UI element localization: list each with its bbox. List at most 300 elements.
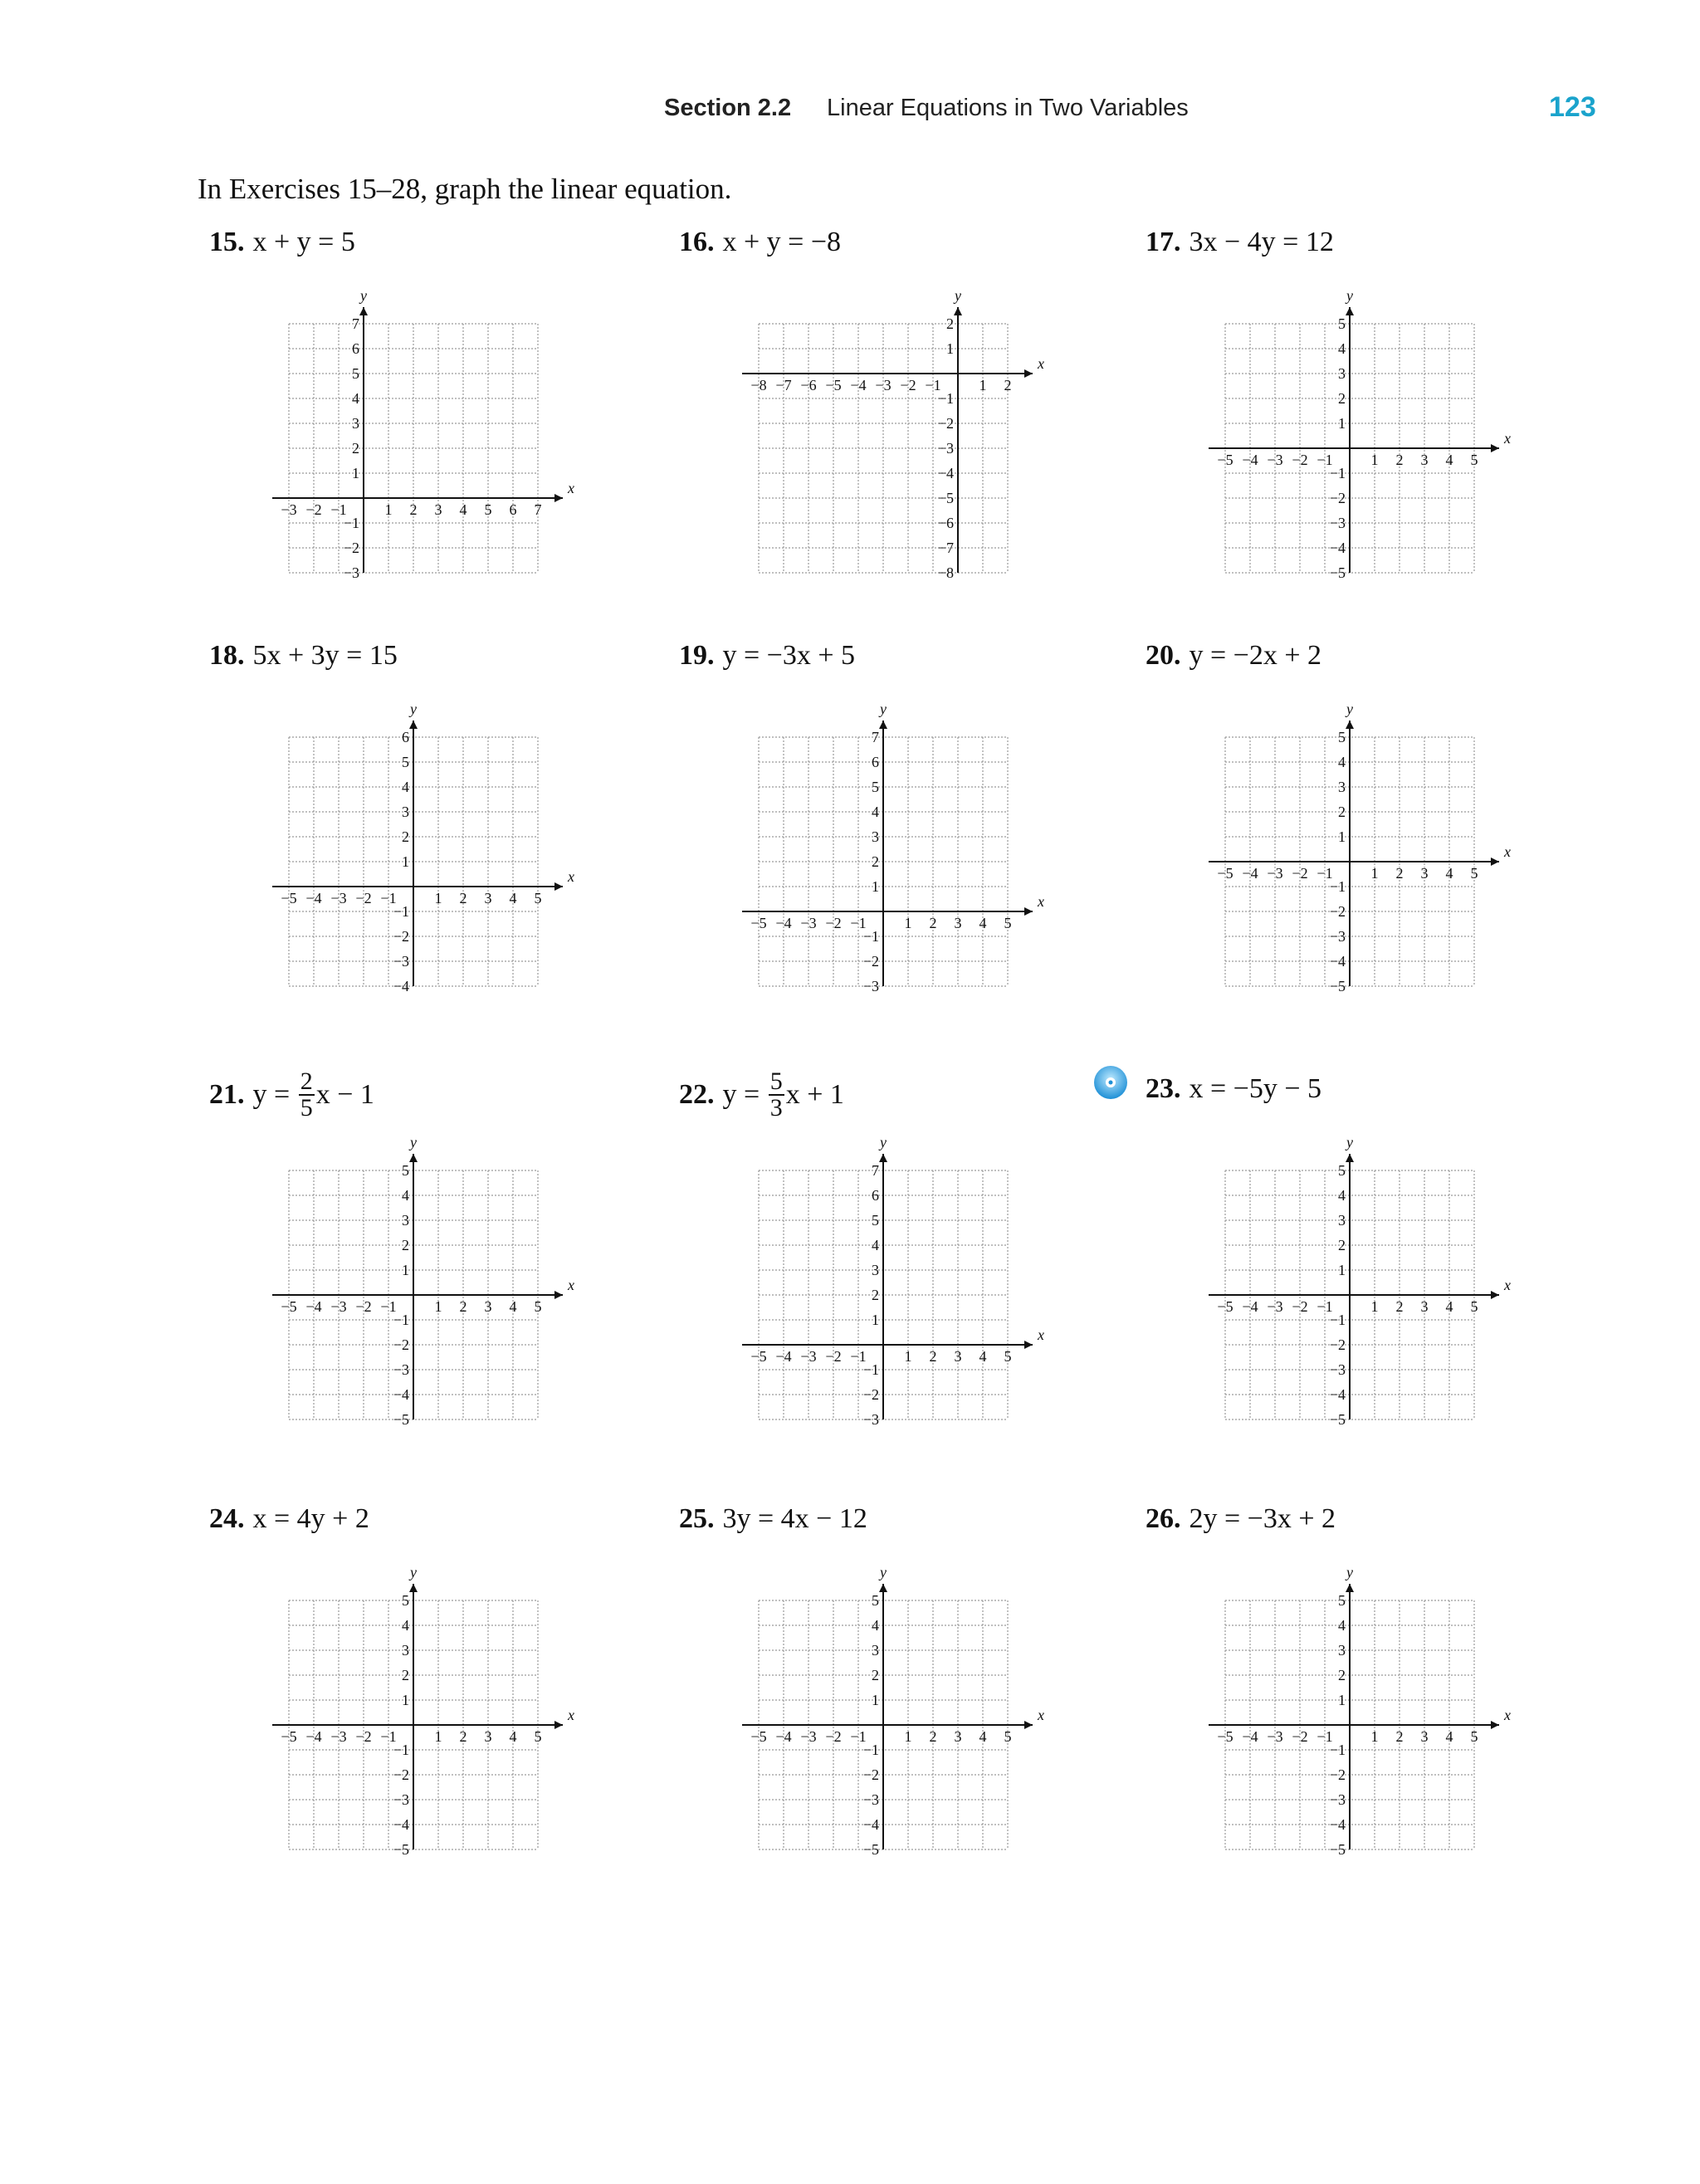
x-tick-label: 2 <box>1395 452 1404 468</box>
x-tick-label: −1 <box>380 1298 397 1315</box>
y-tick-label: −1 <box>1329 1312 1346 1328</box>
x-tick-label: −2 <box>305 501 322 518</box>
y-tick-label: 2 <box>1338 804 1346 820</box>
x-tick-label: −1 <box>1317 865 1333 882</box>
x-tick-label: −3 <box>1267 865 1283 882</box>
x-tick-label: 2 <box>1395 865 1404 882</box>
equation-suffix: x + 1 <box>785 1078 844 1110</box>
y-tick-label: −2 <box>937 415 954 432</box>
y-tick-label: 3 <box>402 1212 409 1229</box>
y-tick-label: 5 <box>1338 729 1346 745</box>
fraction <box>769 1069 784 1121</box>
y-tick-label: 4 <box>402 1187 409 1204</box>
x-tick-label: −3 <box>800 1348 817 1365</box>
exercise-number: 22. <box>679 1078 715 1110</box>
x-tick-label: 4 <box>459 501 467 518</box>
x-axis-arrow <box>1024 1721 1033 1729</box>
exercise-19 <box>667 638 1099 1036</box>
x-tick-label: 5 <box>1470 1298 1478 1315</box>
y-tick-label: 3 <box>1338 1642 1346 1659</box>
x-tick-label: −5 <box>825 377 842 393</box>
y-tick-label: 3 <box>872 1262 879 1278</box>
exercise-number: 25. <box>679 1503 715 1534</box>
y-axis-label: y <box>410 704 417 717</box>
x-tick-label: 7 <box>534 501 542 518</box>
y-tick-label: −3 <box>393 953 409 970</box>
exercise-label <box>209 224 355 261</box>
y-tick-label: −3 <box>393 1791 409 1808</box>
y-axis-arrow <box>359 307 368 315</box>
fraction-denominator: 5 <box>300 1094 313 1121</box>
x-tick-label: 1 <box>434 890 442 906</box>
y-tick-label: −5 <box>1329 564 1346 581</box>
y-tick-label: −4 <box>393 1816 409 1833</box>
x-axis-arrow <box>554 1721 563 1729</box>
y-tick-label: −3 <box>1329 1791 1346 1808</box>
x-tick-label: −5 <box>1217 1298 1233 1315</box>
x-tick-label: 4 <box>509 1728 517 1745</box>
exercise-number: 17. <box>1146 227 1181 257</box>
y-tick-label: −2 <box>343 540 359 556</box>
x-tick-label: −3 <box>1267 1298 1283 1315</box>
equation: x + y = −8 <box>722 227 842 257</box>
section-label: Section 2.2 <box>664 95 792 121</box>
y-tick-label: 4 <box>402 1617 409 1634</box>
equation-prefix: y = <box>252 1078 297 1110</box>
y-tick-label: 3 <box>352 415 359 432</box>
y-tick-label: 5 <box>872 1592 879 1609</box>
y-tick-label: −1 <box>393 1312 409 1328</box>
y-tick-label: 4 <box>1338 340 1346 357</box>
y-tick-label: −3 <box>393 1361 409 1378</box>
y-tick-label: 2 <box>402 1237 409 1253</box>
x-tick-label: −5 <box>750 1348 767 1365</box>
x-tick-label: −5 <box>281 1728 297 1745</box>
x-tick-label: −1 <box>1317 1298 1333 1315</box>
x-tick-label: 5 <box>1004 1728 1012 1745</box>
exercise-15 <box>198 224 629 623</box>
x-tick-label: 3 <box>954 1348 962 1365</box>
y-tick-label: 2 <box>1338 1237 1346 1253</box>
x-axis-arrow <box>1491 1291 1499 1299</box>
x-tick-label: 4 <box>979 1728 987 1745</box>
x-tick-label: 4 <box>979 1348 987 1365</box>
x-tick-label: −4 <box>775 915 792 931</box>
x-tick-label: 3 <box>1420 452 1429 468</box>
y-tick-label: −5 <box>393 1411 409 1428</box>
y-axis-arrow <box>1346 721 1354 729</box>
x-tick-label: −2 <box>355 890 372 906</box>
y-tick-label: 3 <box>872 1642 879 1659</box>
exercise-number: 19. <box>679 640 715 671</box>
x-tick-label: 2 <box>459 1728 467 1745</box>
x-tick-label: −6 <box>800 377 817 393</box>
y-tick-label: −3 <box>862 1411 879 1428</box>
y-tick-label: −2 <box>393 928 409 945</box>
y-tick-label: 6 <box>872 1187 879 1204</box>
y-tick-label: −2 <box>393 1336 409 1353</box>
y-tick-label: 5 <box>1338 1162 1346 1179</box>
y-tick-label: −3 <box>862 1791 879 1808</box>
x-axis-label: x <box>1504 843 1511 860</box>
y-tick-label: 7 <box>872 729 879 745</box>
exercise-17 <box>1134 224 1566 623</box>
y-tick-label: 5 <box>1338 1592 1346 1609</box>
y-axis-arrow <box>954 307 962 315</box>
exercise-number: 15. <box>209 227 245 257</box>
x-tick-label: −2 <box>1292 1298 1308 1315</box>
x-tick-label: 4 <box>979 915 987 931</box>
y-tick-label: −6 <box>937 515 954 531</box>
y-tick-label: 2 <box>872 1287 879 1303</box>
y-tick-label: −4 <box>393 1386 409 1403</box>
y-tick-label: −4 <box>1329 540 1346 556</box>
x-tick-label: −5 <box>281 1298 297 1315</box>
coordinate-grid <box>198 291 613 623</box>
y-tick-label: −1 <box>343 515 359 531</box>
equation-prefix: y = <box>722 1078 767 1110</box>
exercise-number: 20. <box>1146 640 1181 671</box>
x-tick-label: 2 <box>459 890 467 906</box>
y-tick-label: 4 <box>872 804 879 820</box>
equation: x + y = 5 <box>252 227 355 257</box>
x-tick-label: 1 <box>1370 452 1379 468</box>
equation: 3x − 4y = 12 <box>1189 227 1334 257</box>
exercise-label <box>209 638 398 674</box>
y-tick-label: 5 <box>1338 315 1346 332</box>
x-tick-label: −1 <box>380 1728 397 1745</box>
y-tick-label: −3 <box>937 440 954 457</box>
y-tick-label: −1 <box>1329 878 1346 895</box>
y-tick-label: 2 <box>352 440 359 457</box>
coordinate-grid <box>667 291 1082 623</box>
y-tick-label: −5 <box>1329 1841 1346 1858</box>
x-tick-label: −1 <box>380 890 397 906</box>
exercise-label <box>1146 1071 1321 1107</box>
equation: x = 4y + 2 <box>252 1503 369 1534</box>
x-axis-arrow <box>1024 907 1033 916</box>
exercise-label <box>209 1068 374 1122</box>
exercise-number: 26. <box>1146 1503 1181 1534</box>
y-axis-label: y <box>410 1567 417 1581</box>
x-tick-label: −1 <box>1317 1728 1333 1745</box>
exercise-number: 16. <box>679 227 715 257</box>
x-tick-label: −1 <box>330 501 347 518</box>
x-axis-arrow <box>1024 1341 1033 1349</box>
y-tick-label: −5 <box>1329 1411 1346 1428</box>
y-axis-arrow <box>409 1584 418 1592</box>
coordinate-grid <box>1134 704 1549 1036</box>
y-tick-label: −3 <box>1329 515 1346 531</box>
fraction <box>299 1069 315 1121</box>
x-tick-label: −2 <box>825 1348 842 1365</box>
x-tick-label: −5 <box>750 915 767 931</box>
y-axis-label: y <box>410 1137 417 1151</box>
x-tick-label: −5 <box>1217 865 1233 882</box>
y-tick-label: 3 <box>1338 779 1346 795</box>
y-axis-label: y <box>955 291 961 304</box>
x-axis-arrow <box>1491 444 1499 452</box>
y-tick-label: 2 <box>872 853 879 870</box>
y-axis-label: y <box>1346 291 1353 304</box>
x-tick-label: −4 <box>305 1728 322 1745</box>
x-tick-label: −5 <box>1217 1728 1233 1745</box>
page-number: 123 <box>1549 91 1596 123</box>
x-tick-label: 3 <box>484 1728 492 1745</box>
x-tick-label: 2 <box>929 915 937 931</box>
y-tick-label: −4 <box>1329 953 1346 970</box>
x-tick-label: −4 <box>1242 1728 1258 1745</box>
y-axis-arrow <box>879 1154 887 1162</box>
y-tick-label: −2 <box>862 1386 879 1403</box>
y-tick-label: −4 <box>393 978 409 994</box>
y-tick-label: 7 <box>872 1162 879 1179</box>
x-tick-label: −3 <box>330 1298 347 1315</box>
y-tick-label: 1 <box>402 1262 409 1278</box>
y-tick-label: −5 <box>937 490 954 506</box>
x-axis-arrow <box>1024 369 1033 378</box>
y-tick-label: −1 <box>937 390 954 407</box>
y-tick-label: 1 <box>872 1312 879 1328</box>
x-tick-label: −3 <box>1267 452 1283 468</box>
y-tick-label: −1 <box>1329 465 1346 481</box>
y-tick-label: −7 <box>937 540 954 556</box>
y-tick-label: 3 <box>872 828 879 845</box>
y-tick-label: 2 <box>1338 1667 1346 1683</box>
x-tick-label: 2 <box>1395 1728 1404 1745</box>
exercise-label <box>1146 1501 1336 1537</box>
fraction-numerator: 5 <box>769 1068 783 1095</box>
exercise-22 <box>667 1068 1099 1469</box>
x-tick-label: 5 <box>1004 915 1012 931</box>
y-tick-label: −1 <box>393 903 409 920</box>
x-tick-label: 5 <box>1004 1348 1012 1365</box>
y-tick-label: −4 <box>862 1816 879 1833</box>
coordinate-grid <box>198 704 613 1036</box>
x-axis-label: x <box>1038 1707 1044 1723</box>
exercise-26 <box>1134 1501 1566 1899</box>
y-tick-label: 4 <box>872 1617 879 1634</box>
video-solution-icon[interactable] <box>1092 1064 1129 1101</box>
equation: y = −3x + 5 <box>722 640 856 671</box>
x-tick-label: −2 <box>1292 452 1308 468</box>
y-tick-label: 4 <box>352 390 359 407</box>
x-tick-label: −4 <box>305 890 322 906</box>
exercise-20 <box>1134 638 1566 1036</box>
y-tick-label: 6 <box>872 754 879 770</box>
y-tick-label: 1 <box>872 878 879 895</box>
y-axis-label: y <box>880 704 887 717</box>
x-tick-label: −4 <box>1242 865 1258 882</box>
x-tick-label: 5 <box>1470 865 1478 882</box>
y-tick-label: 6 <box>402 729 409 745</box>
y-tick-label: −5 <box>393 1841 409 1858</box>
exercise-label <box>679 1068 844 1122</box>
y-axis-arrow <box>409 721 418 729</box>
y-tick-label: −1 <box>1329 1742 1346 1758</box>
y-tick-label: −2 <box>1329 1766 1346 1783</box>
y-tick-label: 4 <box>402 779 409 795</box>
y-tick-label: 6 <box>352 340 359 357</box>
x-tick-label: −5 <box>750 1728 767 1745</box>
x-tick-label: −1 <box>925 377 941 393</box>
x-tick-label: 1 <box>1370 1728 1379 1745</box>
x-tick-label: 1 <box>979 377 987 393</box>
y-tick-label: −2 <box>1329 1336 1346 1353</box>
x-tick-label: −2 <box>900 377 916 393</box>
x-tick-label: 4 <box>1445 1298 1453 1315</box>
x-tick-label: −2 <box>1292 1728 1308 1745</box>
x-tick-label: −2 <box>825 1728 842 1745</box>
exercise-label <box>679 224 841 261</box>
y-axis-arrow <box>879 721 887 729</box>
x-tick-label: −1 <box>850 1348 867 1365</box>
x-tick-label: 3 <box>484 1298 492 1315</box>
x-tick-label: 1 <box>1370 865 1379 882</box>
y-axis-label: y <box>360 291 367 304</box>
x-tick-label: 4 <box>509 890 517 906</box>
exercise-label <box>679 1501 867 1537</box>
y-tick-label: 1 <box>1338 1262 1346 1278</box>
x-tick-label: 3 <box>1420 1298 1429 1315</box>
x-tick-label: −2 <box>355 1298 372 1315</box>
x-tick-label: 2 <box>1395 1298 1404 1315</box>
y-tick-label: −2 <box>1329 903 1346 920</box>
y-tick-label: 4 <box>1338 754 1346 770</box>
x-tick-label: 4 <box>1445 1728 1453 1745</box>
exercise-number: 23. <box>1146 1073 1181 1104</box>
y-tick-label: 2 <box>946 315 954 332</box>
y-tick-label: −4 <box>1329 1386 1346 1403</box>
x-axis-arrow <box>1491 1721 1499 1729</box>
exercise-label <box>209 1501 369 1537</box>
y-axis-arrow <box>1346 1154 1354 1162</box>
x-axis-arrow <box>1491 857 1499 866</box>
coordinate-grid <box>667 1137 1082 1469</box>
x-tick-label: −3 <box>1267 1728 1283 1745</box>
x-axis-label: x <box>1038 355 1044 372</box>
x-tick-label: 1 <box>1370 1298 1379 1315</box>
x-axis-label: x <box>568 1277 574 1293</box>
equation: 5x + 3y = 15 <box>252 640 398 671</box>
x-tick-label: 1 <box>434 1728 442 1745</box>
x-tick-label: −5 <box>281 890 297 906</box>
equation: x = −5y − 5 <box>1189 1073 1322 1104</box>
x-tick-label: 1 <box>904 1728 912 1745</box>
coordinate-grid <box>198 1567 613 1899</box>
exercise-24 <box>198 1501 629 1899</box>
y-tick-label: 2 <box>402 1667 409 1683</box>
y-tick-label: 5 <box>872 779 879 795</box>
equation: 2y = −3x + 2 <box>1189 1503 1336 1534</box>
y-tick-label: −3 <box>1329 1361 1346 1378</box>
y-tick-label: 1 <box>872 1692 879 1708</box>
x-tick-label: −3 <box>330 890 347 906</box>
x-tick-label: 5 <box>1470 1728 1478 1745</box>
exercise-number: 24. <box>209 1503 245 1534</box>
y-tick-label: 7 <box>352 315 359 332</box>
exercise-25 <box>667 1501 1099 1899</box>
y-tick-label: 2 <box>872 1667 879 1683</box>
y-tick-label: −4 <box>1329 1816 1346 1833</box>
exercise-instructions: In Exercises 15–28, graph the linear equation. <box>198 173 732 205</box>
fraction-denominator: 3 <box>769 1094 783 1121</box>
y-tick-label: −2 <box>862 1766 879 1783</box>
x-tick-label: −2 <box>1292 865 1308 882</box>
x-axis-arrow <box>554 882 563 891</box>
exercise-label <box>1146 638 1321 674</box>
y-tick-label: −2 <box>1329 490 1346 506</box>
y-tick-label: 1 <box>402 853 409 870</box>
y-tick-label: −5 <box>862 1841 879 1858</box>
x-tick-label: −3 <box>800 1728 817 1745</box>
y-tick-label: 4 <box>872 1237 879 1253</box>
y-tick-label: 5 <box>402 754 409 770</box>
x-tick-label: 1 <box>384 501 393 518</box>
coordinate-grid <box>667 1567 1082 1899</box>
y-tick-label: 3 <box>402 804 409 820</box>
exercise-number: 21. <box>209 1078 245 1110</box>
exercise-number: 18. <box>209 640 245 671</box>
x-tick-label: 4 <box>1445 452 1453 468</box>
coordinate-grid <box>1134 1137 1549 1469</box>
coordinate-grid <box>198 1137 613 1469</box>
x-tick-label: −1 <box>850 915 867 931</box>
x-tick-label: −7 <box>775 377 792 393</box>
y-tick-label: 1 <box>1338 415 1346 432</box>
y-tick-label: −2 <box>862 953 879 970</box>
y-tick-label: −1 <box>393 1742 409 1758</box>
y-tick-label: −5 <box>1329 978 1346 994</box>
exercise-18 <box>198 638 629 1036</box>
equation: y = −2x + 2 <box>1189 640 1322 671</box>
x-tick-label: −4 <box>1242 452 1258 468</box>
page-header <box>0 90 1700 131</box>
x-axis-arrow <box>554 1291 563 1299</box>
y-tick-label: −1 <box>862 1742 879 1758</box>
y-axis-label: y <box>880 1567 887 1581</box>
x-tick-label: −3 <box>800 915 817 931</box>
x-axis-label: x <box>1504 1277 1511 1293</box>
exercise-21 <box>198 1068 629 1469</box>
y-tick-label: 1 <box>402 1692 409 1708</box>
x-tick-label: 1 <box>904 1348 912 1365</box>
exercise-23 <box>1134 1071 1566 1469</box>
x-tick-label: −1 <box>1317 452 1333 468</box>
x-axis-label: x <box>1038 893 1044 910</box>
x-tick-label: 3 <box>1420 865 1429 882</box>
x-tick-label: −3 <box>281 501 297 518</box>
y-axis-arrow <box>409 1154 418 1162</box>
y-tick-label: −1 <box>862 1361 879 1378</box>
exercise-label <box>679 638 855 674</box>
x-tick-label: 1 <box>904 915 912 931</box>
equation: 3y = 4x − 12 <box>722 1503 867 1534</box>
x-tick-label: 5 <box>1470 452 1478 468</box>
coordinate-grid <box>667 704 1082 1036</box>
y-tick-label: −4 <box>937 465 954 481</box>
x-tick-label: 2 <box>1004 377 1012 393</box>
x-tick-label: 5 <box>484 501 492 518</box>
y-tick-label: 5 <box>352 365 359 382</box>
x-tick-label: 3 <box>954 1728 962 1745</box>
x-tick-label: 2 <box>929 1728 937 1745</box>
y-tick-label: 4 <box>1338 1617 1346 1634</box>
x-axis-label: x <box>1504 430 1511 447</box>
x-tick-label: 3 <box>1420 1728 1429 1745</box>
y-tick-label: 1 <box>946 340 954 357</box>
x-tick-label: −3 <box>875 377 892 393</box>
